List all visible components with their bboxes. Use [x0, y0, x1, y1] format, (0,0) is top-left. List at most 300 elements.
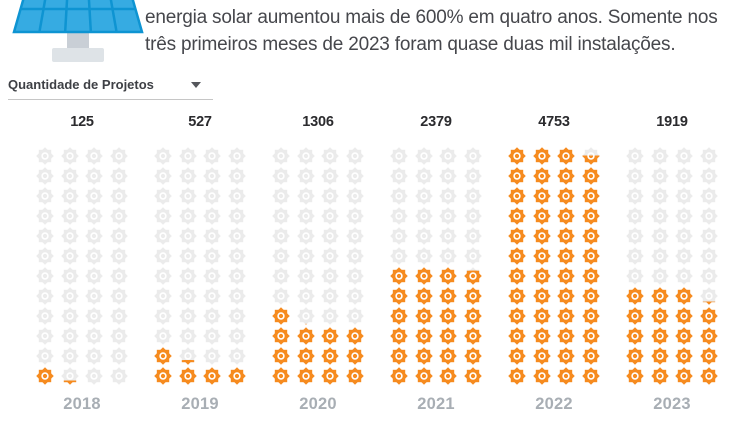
sun-icon-empty	[700, 247, 718, 265]
sun-icon-empty	[700, 207, 718, 225]
sun-icon-empty	[626, 227, 644, 245]
sun-icon-empty	[179, 267, 197, 285]
icon-grid	[272, 147, 364, 385]
sun-icon-partial	[61, 367, 79, 385]
sun-icon-filled	[272, 307, 290, 325]
sun-icon-filled	[533, 147, 551, 165]
sun-icon-empty	[85, 367, 103, 385]
sun-icon-filled	[533, 227, 551, 245]
sun-icon-empty	[61, 187, 79, 205]
sun-icon-filled	[533, 327, 551, 345]
sun-icon-filled	[321, 347, 339, 365]
sun-icon-filled	[675, 367, 693, 385]
chevron-down-icon	[191, 82, 201, 88]
sun-icon-filled	[508, 267, 526, 285]
sun-icon-filled	[533, 247, 551, 265]
sun-icon-empty	[110, 307, 128, 325]
sun-icon-filled	[508, 307, 526, 325]
sun-icon-empty	[321, 287, 339, 305]
sun-icon-filled	[557, 347, 575, 365]
sun-icon-filled	[557, 327, 575, 345]
sun-icon-empty	[85, 307, 103, 325]
sun-icon-filled	[675, 327, 693, 345]
sun-icon-filled	[415, 367, 433, 385]
sun-icon-empty	[464, 147, 482, 165]
sun-icon-empty	[675, 167, 693, 185]
sun-icon-empty	[346, 227, 364, 245]
sun-icon-empty	[346, 187, 364, 205]
sun-icon-filled	[321, 327, 339, 345]
headline-text: energia solar aumentou mais de 600% em quatro anos. Somente nos três primeiros meses de 2023 foram quase duas mil instalações.	[145, 7, 718, 55]
sun-icon-empty	[36, 247, 54, 265]
sun-icon-empty	[203, 347, 221, 365]
sun-icon-partial	[179, 347, 197, 365]
sun-icon-filled	[321, 367, 339, 385]
sun-icon-empty	[346, 287, 364, 305]
sun-icon-filled	[700, 327, 718, 345]
sun-icon-empty	[346, 167, 364, 185]
sun-icon-filled	[464, 347, 482, 365]
sun-icon-partial	[464, 267, 482, 285]
sun-icon-filled	[626, 327, 644, 345]
sun-icon-empty	[321, 167, 339, 185]
sun-icon-empty	[651, 147, 669, 165]
sun-icon-empty	[228, 287, 246, 305]
sun-icon-empty	[626, 147, 644, 165]
sun-icon-filled	[297, 367, 315, 385]
sun-icon-filled	[464, 287, 482, 305]
sun-icon-empty	[203, 307, 221, 325]
sun-icon-filled	[415, 347, 433, 365]
year-label: 2019	[181, 395, 219, 413]
sun-icon-filled	[626, 367, 644, 385]
sun-icon-empty	[675, 187, 693, 205]
pictogram-chart	[23, 112, 731, 414]
sun-icon-filled	[651, 327, 669, 345]
sun-icon-filled	[272, 367, 290, 385]
sun-icon-empty	[700, 167, 718, 185]
sun-icon-empty	[110, 247, 128, 265]
sun-icon-filled	[415, 267, 433, 285]
sun-icon-filled	[346, 367, 364, 385]
sun-icon-empty	[179, 227, 197, 245]
sun-icon-filled	[557, 247, 575, 265]
column-value-label: 2379	[420, 114, 452, 130]
sun-icon-filled	[464, 367, 482, 385]
sun-icon-empty	[321, 247, 339, 265]
sun-icon-filled	[533, 307, 551, 325]
sun-icon-empty	[464, 227, 482, 245]
sun-icon-empty	[346, 247, 364, 265]
sun-icon-empty	[154, 327, 172, 345]
sun-icon-filled	[557, 287, 575, 305]
sun-icon-filled	[203, 367, 221, 385]
icon-grid	[154, 147, 246, 385]
sun-icon-empty	[179, 247, 197, 265]
sun-icon-filled	[626, 347, 644, 365]
sun-icon-empty	[346, 207, 364, 225]
sun-icon-filled	[675, 287, 693, 305]
sun-icon-empty	[700, 147, 718, 165]
sun-icon-filled	[508, 327, 526, 345]
sun-icon-empty	[110, 167, 128, 185]
sun-icon-empty	[228, 267, 246, 285]
sun-icon-filled	[582, 347, 600, 365]
sun-icon-empty	[61, 167, 79, 185]
sun-icon-filled	[557, 267, 575, 285]
sun-icon-empty	[346, 147, 364, 165]
sun-icon-empty	[439, 147, 457, 165]
year-label: 2020	[299, 395, 337, 413]
chart-column-2021	[377, 112, 495, 414]
sun-icon-filled	[508, 367, 526, 385]
sun-icon-empty	[464, 247, 482, 265]
sun-icon-filled	[464, 307, 482, 325]
sun-icon-filled	[675, 307, 693, 325]
sun-icon-filled	[346, 327, 364, 345]
sun-icon-filled	[390, 367, 408, 385]
sun-icon-filled	[508, 247, 526, 265]
sun-icon-empty	[390, 167, 408, 185]
sun-icon-filled	[651, 307, 669, 325]
sun-icon-empty	[85, 247, 103, 265]
sun-icon-filled	[272, 347, 290, 365]
sun-icon-empty	[36, 147, 54, 165]
sun-icon-filled	[582, 227, 600, 245]
sun-icon-empty	[390, 227, 408, 245]
sun-icon-filled	[346, 347, 364, 365]
sun-icon-filled	[582, 247, 600, 265]
sun-icon-empty	[36, 167, 54, 185]
sun-icon-empty	[700, 267, 718, 285]
sun-icon-empty	[85, 207, 103, 225]
sun-icon-empty	[439, 167, 457, 185]
sun-icon-empty	[203, 187, 221, 205]
sun-icon-empty	[110, 207, 128, 225]
sun-icon-filled	[508, 347, 526, 365]
sun-icon-filled	[390, 307, 408, 325]
sun-icon-empty	[228, 167, 246, 185]
sun-icon-empty	[675, 267, 693, 285]
sun-icon-empty	[297, 267, 315, 285]
column-value-label: 4753	[538, 114, 570, 130]
sun-icon-empty	[61, 207, 79, 225]
sun-icon-empty	[439, 247, 457, 265]
sun-icon-empty	[675, 207, 693, 225]
sun-icon-empty	[675, 227, 693, 245]
sun-icon-empty	[700, 227, 718, 245]
sun-icon-empty	[61, 267, 79, 285]
sun-icon-filled	[179, 367, 197, 385]
sun-icon-empty	[651, 247, 669, 265]
sun-icon-empty	[61, 307, 79, 325]
sun-icon-empty	[228, 147, 246, 165]
sun-icon-empty	[464, 187, 482, 205]
sun-icon-filled	[651, 287, 669, 305]
sun-icon-filled	[272, 327, 290, 345]
sun-icon-filled	[557, 367, 575, 385]
sun-icon-empty	[297, 167, 315, 185]
sun-icon-empty	[85, 147, 103, 165]
sun-icon-empty	[36, 227, 54, 245]
sun-icon-empty	[626, 247, 644, 265]
sun-icon-filled	[390, 327, 408, 345]
sun-icon-filled	[439, 287, 457, 305]
sun-icon-empty	[415, 227, 433, 245]
sun-icon-filled	[508, 207, 526, 225]
sun-icon-empty	[228, 347, 246, 365]
sun-icon-filled	[390, 347, 408, 365]
year-label: 2018	[63, 395, 101, 413]
sun-icon-empty	[36, 327, 54, 345]
sun-icon-empty	[651, 167, 669, 185]
sun-icon-filled	[415, 327, 433, 345]
sun-icon-empty	[154, 227, 172, 245]
sun-icon-empty	[228, 187, 246, 205]
sun-icon-empty	[179, 167, 197, 185]
sun-icon-empty	[626, 207, 644, 225]
sun-icon-empty	[651, 267, 669, 285]
icon-grid	[508, 147, 600, 385]
sun-icon-filled	[582, 367, 600, 385]
sun-icon-empty	[651, 207, 669, 225]
sun-icon-empty	[85, 227, 103, 245]
sun-icon-empty	[154, 167, 172, 185]
sun-icon-empty	[297, 147, 315, 165]
sun-icon-empty	[439, 227, 457, 245]
sun-icon-empty	[61, 247, 79, 265]
sun-icon-empty	[651, 227, 669, 245]
sun-icon-empty	[464, 207, 482, 225]
sun-icon-empty	[272, 227, 290, 245]
sun-icon-empty	[154, 267, 172, 285]
sun-icon-partial	[700, 287, 718, 305]
sun-icon-empty	[346, 267, 364, 285]
sun-icon-filled	[508, 287, 526, 305]
year-label: 2021	[417, 395, 455, 413]
sun-icon-empty	[675, 147, 693, 165]
sun-icon-partial	[582, 147, 600, 165]
sun-icon-empty	[61, 147, 79, 165]
sun-icon-empty	[228, 247, 246, 265]
sun-icon-empty	[179, 207, 197, 225]
sun-icon-empty	[110, 287, 128, 305]
sun-icon-filled	[533, 207, 551, 225]
sun-icon-filled	[675, 347, 693, 365]
sun-icon-filled	[700, 367, 718, 385]
sun-icon-filled	[228, 367, 246, 385]
sun-icon-filled	[533, 287, 551, 305]
sun-icon-empty	[272, 147, 290, 165]
metric-selector[interactable]	[8, 74, 213, 100]
sun-icon-empty	[228, 207, 246, 225]
sun-icon-empty	[179, 327, 197, 345]
sun-icon-empty	[390, 207, 408, 225]
sun-icon-empty	[85, 327, 103, 345]
sun-icon-filled	[582, 267, 600, 285]
sun-icon-filled	[533, 267, 551, 285]
sun-icon-empty	[154, 147, 172, 165]
chart-column-2022	[495, 112, 613, 414]
icon-grid	[390, 147, 482, 385]
chart-column-2019	[141, 112, 259, 414]
sun-icon-filled	[415, 287, 433, 305]
sun-icon-empty	[36, 267, 54, 285]
sun-icon-empty	[36, 287, 54, 305]
sun-icon-filled	[582, 207, 600, 225]
sun-icon-empty	[36, 307, 54, 325]
sun-icon-filled	[700, 307, 718, 325]
sun-icon-empty	[110, 227, 128, 245]
sun-icon-filled	[439, 267, 457, 285]
sun-icon-empty	[626, 267, 644, 285]
column-value-label: 1306	[302, 114, 334, 130]
sun-icon-filled	[700, 347, 718, 365]
sun-icon-empty	[321, 227, 339, 245]
column-value-label: 527	[188, 114, 212, 130]
sun-icon-empty	[203, 147, 221, 165]
sun-icon-filled	[464, 327, 482, 345]
sun-icon-filled	[582, 307, 600, 325]
sun-icon-empty	[297, 207, 315, 225]
sun-icon-filled	[651, 367, 669, 385]
chart-column-2018	[23, 112, 141, 414]
sun-icon-empty	[415, 247, 433, 265]
sun-icon-filled	[626, 287, 644, 305]
sun-icon-filled	[557, 207, 575, 225]
sun-icon-filled	[415, 307, 433, 325]
sun-icon-empty	[203, 287, 221, 305]
sun-icon-empty	[203, 247, 221, 265]
sun-icon-empty	[415, 207, 433, 225]
sun-icon-empty	[439, 187, 457, 205]
sun-icon-empty	[228, 307, 246, 325]
sun-icon-empty	[61, 347, 79, 365]
sun-icon-empty	[272, 267, 290, 285]
sun-icon-empty	[321, 187, 339, 205]
sun-icon-filled	[557, 147, 575, 165]
sun-icon-filled	[557, 187, 575, 205]
sun-icon-empty	[85, 187, 103, 205]
sun-icon-empty	[179, 307, 197, 325]
sun-icon-empty	[272, 187, 290, 205]
solar-panel-icon	[6, 0, 146, 64]
sun-icon-empty	[297, 247, 315, 265]
sun-icon-empty	[297, 287, 315, 305]
sun-icon-empty	[415, 147, 433, 165]
sun-icon-empty	[272, 167, 290, 185]
sun-icon-filled	[508, 227, 526, 245]
sun-icon-empty	[36, 347, 54, 365]
sun-icon-empty	[110, 367, 128, 385]
sun-icon-empty	[85, 287, 103, 305]
sun-icon-empty	[321, 267, 339, 285]
sun-icon-filled	[439, 347, 457, 365]
sun-icon-empty	[110, 347, 128, 365]
sun-icon-empty	[321, 147, 339, 165]
sun-icon-empty	[61, 227, 79, 245]
sun-icon-empty	[203, 327, 221, 345]
sun-icon-filled	[508, 187, 526, 205]
sun-icon-empty	[154, 207, 172, 225]
sun-icon-empty	[390, 247, 408, 265]
year-label: 2022	[535, 395, 573, 413]
sun-icon-empty	[228, 327, 246, 345]
sun-icon-filled	[439, 367, 457, 385]
sun-icon-empty	[154, 187, 172, 205]
sun-icon-empty	[61, 287, 79, 305]
sun-icon-filled	[36, 367, 54, 385]
icon-grid	[626, 147, 718, 385]
sun-icon-empty	[179, 187, 197, 205]
sun-icon-filled	[582, 167, 600, 185]
sun-icon-empty	[110, 327, 128, 345]
sun-icon-empty	[85, 167, 103, 185]
sun-icon-empty	[36, 207, 54, 225]
sun-icon-empty	[85, 267, 103, 285]
sun-icon-empty	[110, 147, 128, 165]
chart-column-2023	[613, 112, 731, 414]
sun-icon-empty	[179, 287, 197, 305]
sun-icon-filled	[508, 147, 526, 165]
sun-icon-empty	[321, 207, 339, 225]
sun-icon-empty	[321, 307, 339, 325]
sun-icon-filled	[626, 307, 644, 325]
sun-icon-filled	[582, 327, 600, 345]
sun-icon-empty	[272, 247, 290, 265]
sun-icon-empty	[61, 327, 79, 345]
column-value-label: 125	[70, 114, 94, 130]
sun-icon-filled	[508, 167, 526, 185]
sun-icon-empty	[439, 207, 457, 225]
sun-icon-empty	[651, 187, 669, 205]
sun-icon-empty	[346, 307, 364, 325]
sun-icon-partial	[297, 307, 315, 325]
chart-column-2020	[259, 112, 377, 414]
sun-icon-empty	[415, 187, 433, 205]
sun-icon-filled	[533, 167, 551, 185]
sun-icon-empty	[464, 167, 482, 185]
sun-icon-filled	[297, 327, 315, 345]
sun-icon-empty	[36, 187, 54, 205]
sun-icon-empty	[203, 207, 221, 225]
sun-icon-filled	[439, 307, 457, 325]
sun-icon-empty	[390, 147, 408, 165]
sun-icon-empty	[626, 167, 644, 185]
metric-selector-value: Quantidade de Projetos	[8, 77, 154, 92]
sun-icon-empty	[110, 267, 128, 285]
sun-icon-filled	[533, 187, 551, 205]
sun-icon-filled	[154, 347, 172, 365]
sun-icon-filled	[582, 187, 600, 205]
sun-icon-empty	[272, 207, 290, 225]
sun-icon-filled	[582, 287, 600, 305]
sun-icon-filled	[154, 367, 172, 385]
year-label: 2023	[653, 395, 691, 413]
sun-icon-filled	[651, 347, 669, 365]
sun-icon-empty	[110, 187, 128, 205]
sun-icon-empty	[154, 247, 172, 265]
sun-icon-empty	[415, 167, 433, 185]
sun-icon-empty	[272, 287, 290, 305]
icon-grid	[36, 147, 128, 385]
sun-icon-empty	[85, 347, 103, 365]
sun-icon-filled	[557, 167, 575, 185]
sun-icon-empty	[203, 227, 221, 245]
sun-icon-empty	[154, 287, 172, 305]
sun-icon-empty	[675, 247, 693, 265]
sun-icon-empty	[626, 187, 644, 205]
